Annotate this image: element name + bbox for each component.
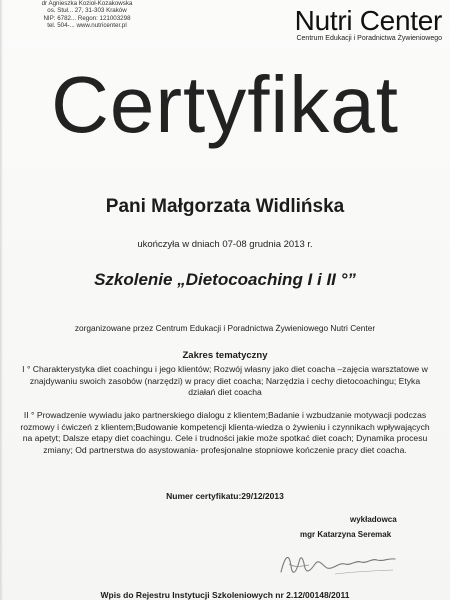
sender-line-1: dr Agnieszka Kozioł-Kozakowska bbox=[41, 0, 133, 7]
sender-line-4: tel. 504-... www.nutricenter.pl bbox=[47, 22, 127, 30]
recipient-name: Pani Małgorzata Widlińska bbox=[105, 196, 345, 217]
lecturer-role: wykładowca bbox=[350, 515, 397, 524]
sender-line-3: NIP: 6782... Regon: 121003298 bbox=[43, 14, 131, 22]
certificate-title: Certyfikat bbox=[51, 60, 399, 149]
header bbox=[0, 0, 450, 40]
scope-part-2: II ° Prowadzenie wywiadu jako partnerskiego dialogu z klientem;Badanie i wzbudzanie motywacji podczas rozmowy i ćwiczeń z klientem;Budowanie kompetencji klienta-wiedza o żywieniu i czynnikach wpływających na apetyt; Dalsze etapy diet coachingu. Cele i trudności jakie może spotkać diet coach; Dynamika procesu zmiany; Od partnerstwa do asystowania- profesjonalne stopniowe kończenie pracy diet coacha. bbox=[20, 410, 430, 455]
scope-part-1: I ° Charakterystyka diet coachingu i jego klientów; Rozwój własny jako diet coacha –zajęcia warsztatowe w znajdywaniu swoich zasobów (narzędzi) w pracy diet coacha; Narzędzia i cechy dietocoachingu; Etyka działań diet coacha bbox=[22, 364, 428, 397]
completion-date-text: ukończyła w dniach 07-08 grudnia 2013 r. bbox=[137, 239, 313, 250]
certificate-number: Numer certyfikatu:29/12/2013 bbox=[166, 491, 284, 501]
brand-subtitle: Centrum Edukacji i Poradnictwa Żywieniowego bbox=[296, 35, 442, 42]
scope-heading: Zakres tematyczny bbox=[182, 350, 268, 361]
sender-address-stamp bbox=[7, 0, 167, 30]
registry-footer: Wpis do Rejestru Instytucji Szkoleniowych nr 2.12/00148/2011 bbox=[100, 590, 350, 600]
course-title: Szkolenie „Dietocoaching I i II °” bbox=[94, 270, 356, 289]
signature-image bbox=[275, 544, 405, 582]
organizer-text: zorganizowane przez Centrum Edukacji i Poradnictwa Żywieniowego Nutri Center bbox=[74, 323, 376, 333]
brand-logo bbox=[252, 6, 442, 43]
sender-line-2: os. Stuł... 27, 31-303 Kraków bbox=[47, 7, 127, 15]
brand-name: Nutri Center bbox=[294, 5, 442, 36]
lecturer-name: mgr Katarzyna Seremak bbox=[300, 530, 392, 539]
